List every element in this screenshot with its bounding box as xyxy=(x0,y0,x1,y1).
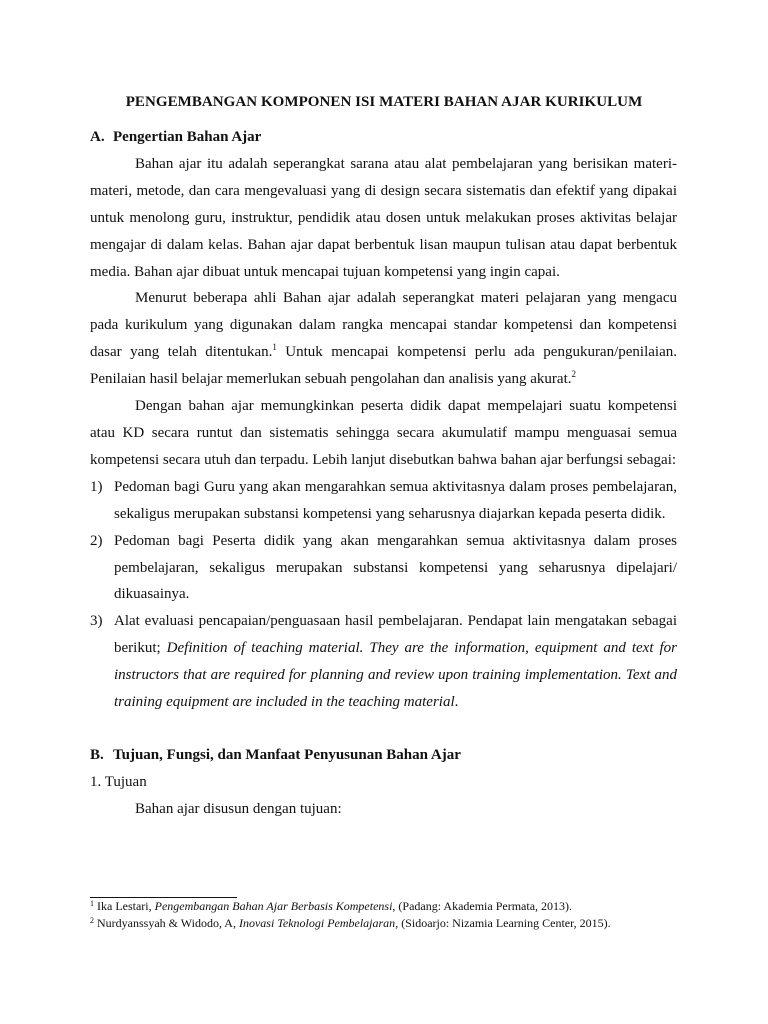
document-body xyxy=(90,124,677,823)
footnote-ref-1[interactable]: 1 xyxy=(272,342,277,353)
paragraph-3: Dengan bahan ajar memungkinkan peserta didik dapat mempelajari suatu kompetensi atau KD secara runtut dan sistematis sehingga secara akumulatif mampu menguasai semua kompetensi secara utuh dan terpadu. Lebih lanjut disebutkan bahwa bahan ajar berfungsi sebagai: xyxy=(90,398,677,468)
list-item xyxy=(90,608,677,716)
list-item-number: 3) xyxy=(90,613,103,630)
section-b-heading xyxy=(90,742,677,769)
list-item xyxy=(90,474,677,528)
function-list xyxy=(90,474,677,716)
list-item xyxy=(90,528,677,609)
footnote-book-title: Inovasi Teknologi Pembelajaran xyxy=(238,916,396,930)
list-item-number: 2) xyxy=(90,532,103,549)
section-a-label: A. xyxy=(90,129,105,145)
section-a-heading xyxy=(90,124,677,151)
paragraph-2 xyxy=(90,285,677,393)
spacer xyxy=(90,716,677,742)
section-a-title: Pengertian Bahan Ajar xyxy=(113,129,262,145)
footnote-author: Ika Lestari, xyxy=(94,899,155,913)
list-item-text: Pedoman bagi Guru yang akan mengarahkan semua aktivitasnya dalam proses pembelajaran, sekaligus merupakan substansi kompetensi yang seharusnya diajarkan kepada peserta didik. xyxy=(114,478,677,522)
subsection-tujuan-text: Bahan ajar disusun dengan tujuan: xyxy=(135,800,342,817)
footnote-mark: 2 xyxy=(90,916,94,925)
list-item-text: Pedoman bagi Peserta didik yang akan mengarahkan semua aktivitasnya dalam proses pembelajaran, sekaligus merupakan substansi kompetensi yang seharusnya dipelajari/ dikuasainya. xyxy=(114,532,677,603)
subsection-tujuan: 1. Tujuan xyxy=(90,773,147,790)
section-b-label: B. xyxy=(90,746,104,763)
document-title: PENGEMBANGAN KOMPONEN ISI MATERI BAHAN AJAR KURIKULUM xyxy=(125,94,643,110)
footnote-publisher: , (Padang: Akademia Permata, 2013). xyxy=(392,899,573,913)
list-item-text: Alat evaluasi pencapaian/penguasaan hasil pembelajaran. Pendapat lain mengatakan sebagai berikut; xyxy=(114,613,677,657)
footnote-2 xyxy=(90,915,690,932)
paragraph-2-part-b: Untuk mencapai kompetensi perlu ada pengukuran/penilaian. Penilaian hasil belajar memerlukan sebuah pengolahan dan analisis yang akurat. xyxy=(90,344,677,388)
list-item-number: 1) xyxy=(90,478,103,495)
footnote-1 xyxy=(90,898,690,915)
list-item-quote: Definition of teaching material. They are the information, equipment and text for instructors that are required for planning and review upon training implementation. Text and training equipment are included in the teaching material xyxy=(114,640,678,711)
footnote-publisher: , (Sidoarjo: Nizamia Learning Center, 2015). xyxy=(395,916,611,930)
paragraph-2-part-a: Menurut beberapa ahli Bahan ajar adalah seperangkat materi pelajaran yang mengacu pada kurikulum yang digunakan dalam rangka mencapai standar kompetensi dan kompetensi dasar yang telah ditentukan. xyxy=(90,290,677,361)
list-item-tail: . xyxy=(454,694,459,711)
footnote-author: Nurdyanssyah & Widodo, A, xyxy=(94,916,239,930)
section-b-title: Tujuan, Fungsi, dan Manfaat Penyusunan Bahan Ajar xyxy=(113,746,461,763)
footnote-book-title: Pengembangan Bahan Ajar Berbasis Kompetensi xyxy=(154,899,393,913)
paragraph-1: Bahan ajar itu adalah seperangkat sarana atau alat pembelajaran yang berisikan materi-materi, metode, dan cara mengevaluasi yang di design secara sistematis dan efektif yang dipakai untuk menolong guru, instruktur, pendidik atau dosen untuk melakukan proses aktivitas belajar mengajar di dalam kelas. Bahan ajar dapat berbentuk lisan maupun tulisan atau dapat berbentuk media. Bahan ajar dibuat untuk mencapai tujuan kompetensi yang ingin capai. xyxy=(90,155,677,280)
footnote-mark: 1 xyxy=(90,899,94,908)
footnote-ref-2[interactable]: 2 xyxy=(571,369,577,380)
